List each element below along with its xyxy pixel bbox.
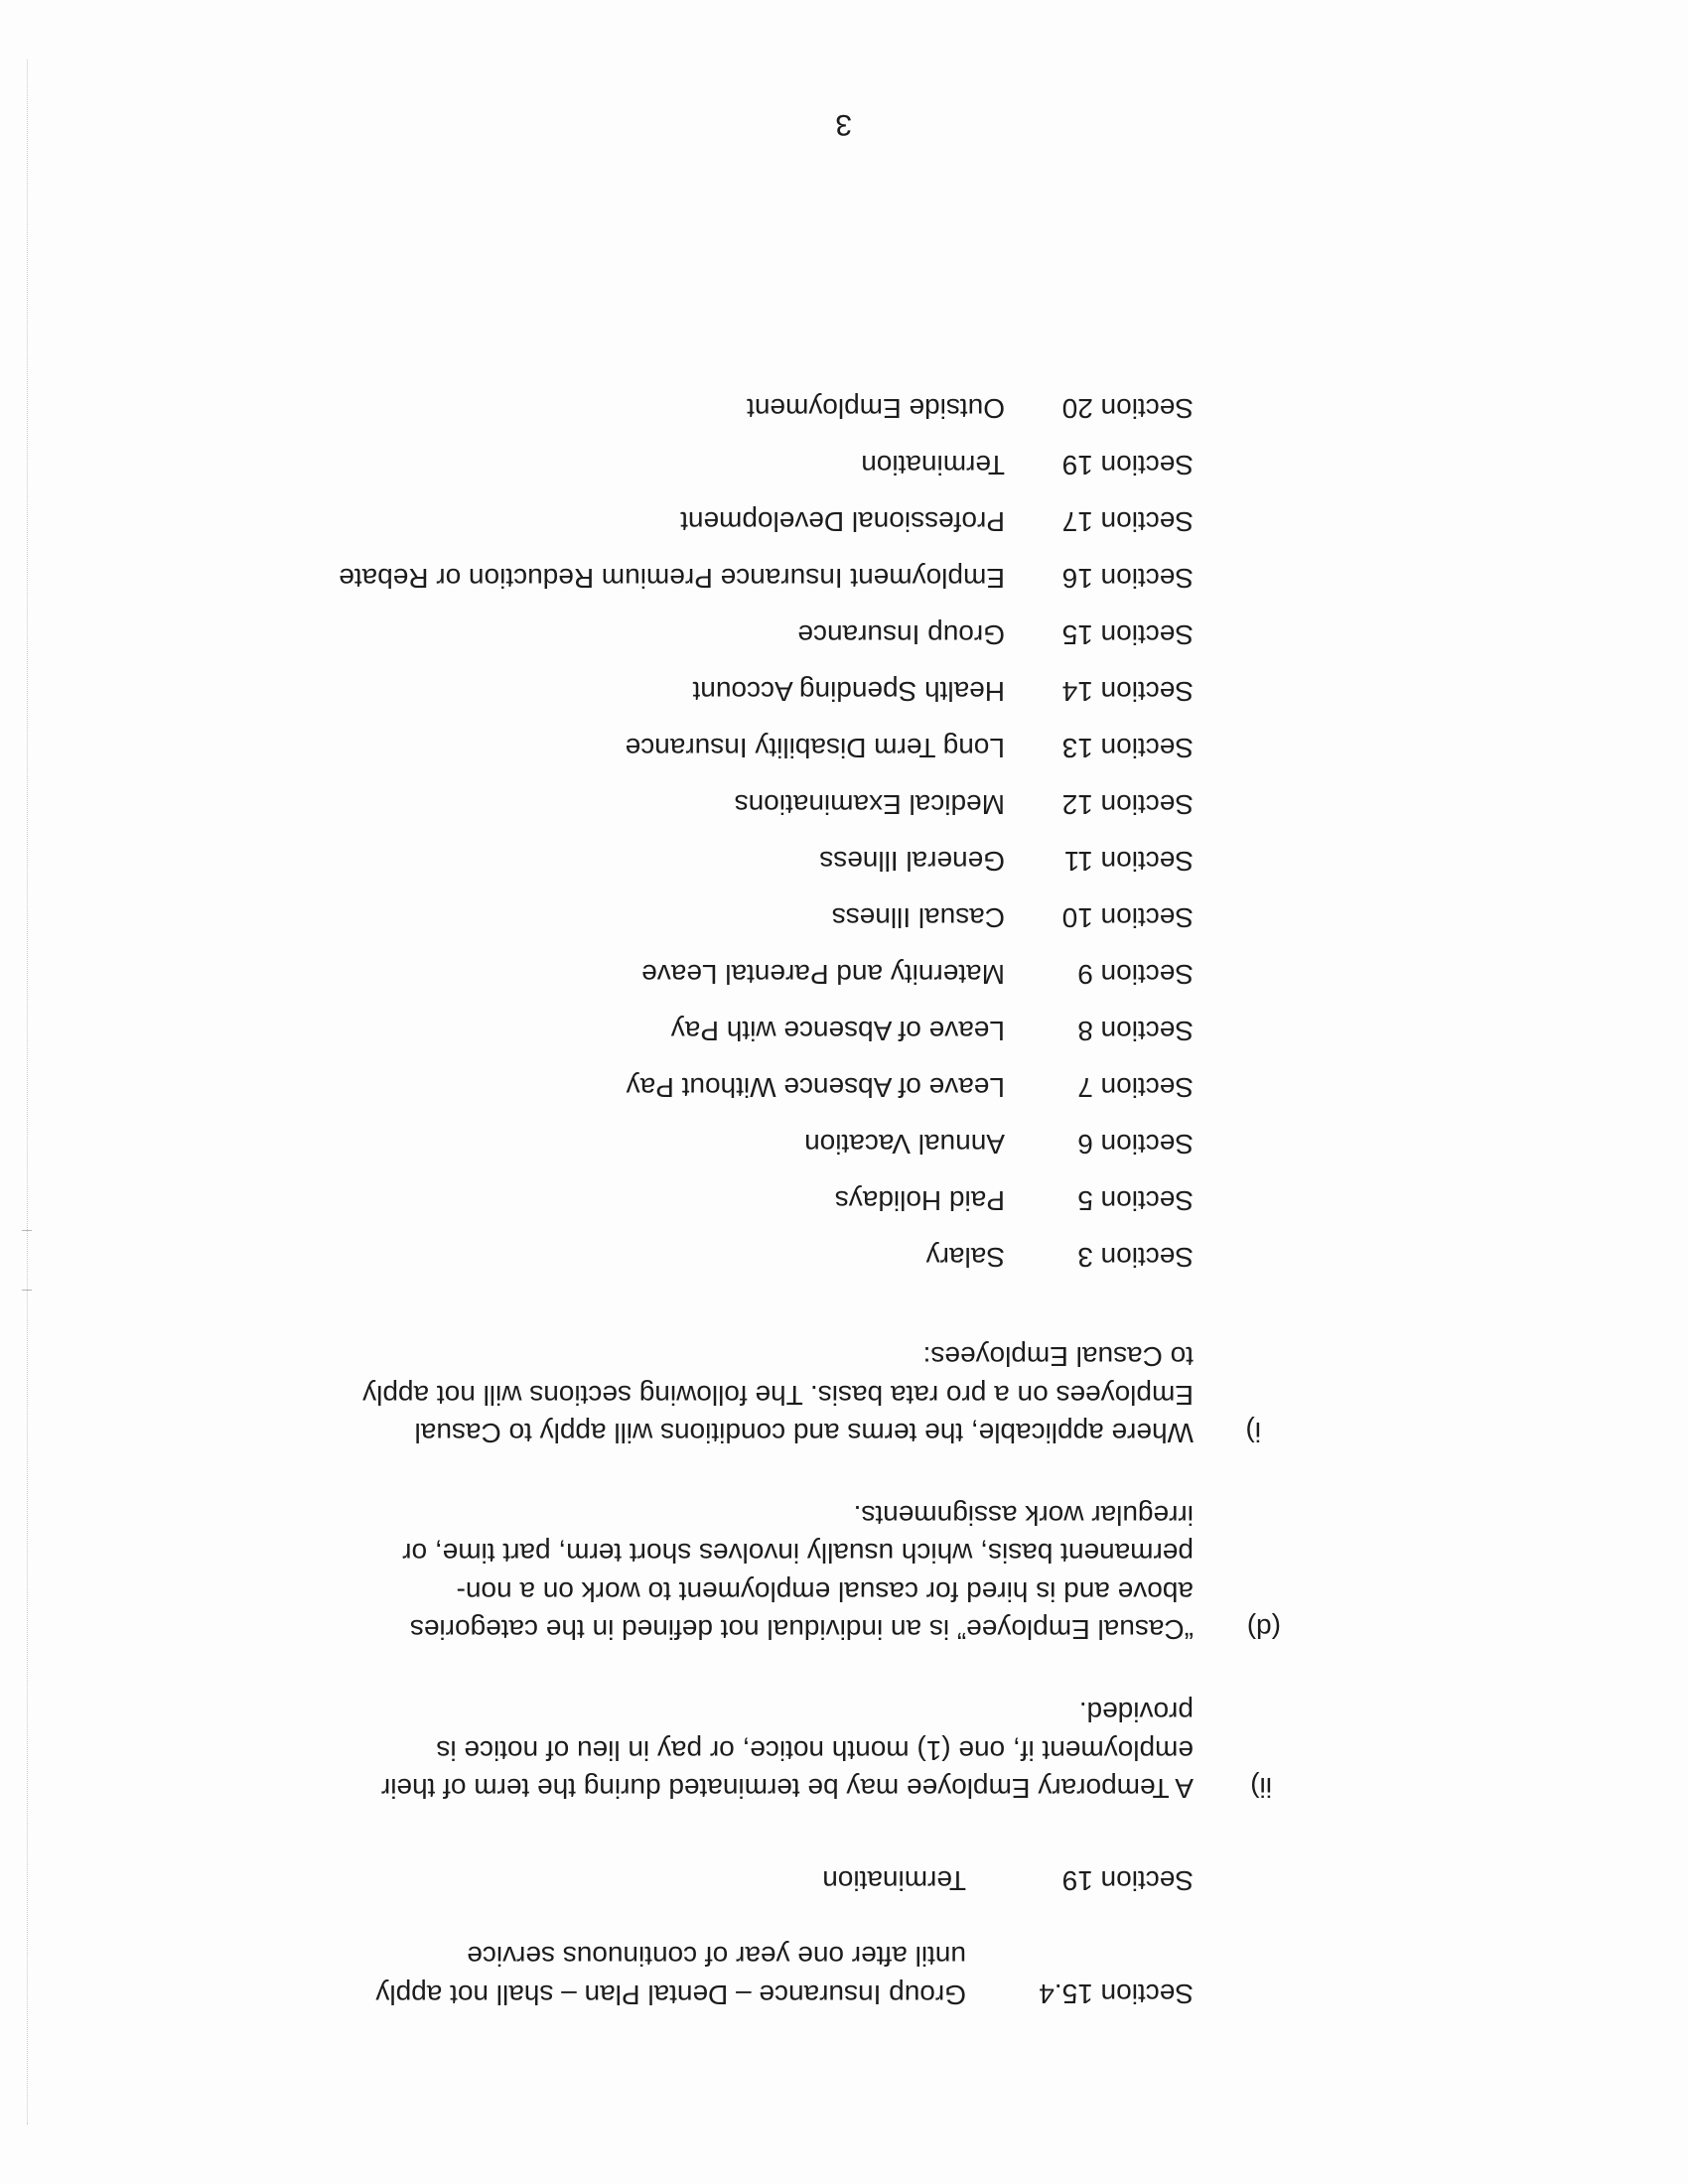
- item-d-line-4: irregular work assignments.: [853, 1500, 1194, 1531]
- section-19-name: Termination: [822, 1865, 966, 1896]
- item-d-line-1: “Casual Employee” is an individual not defined in the categories: [409, 1614, 1194, 1645]
- section-name: Leave of Absence Without Pay: [626, 1072, 1005, 1103]
- scan-edge-tick: [22, 1290, 32, 1291]
- section-name: Outside Employment: [747, 393, 1005, 424]
- scan-edge-tick: [22, 1230, 32, 1231]
- item-i-label: i): [1245, 1417, 1261, 1447]
- item-i-line-1: Where applicable, the terms and conditions will apply to Casual: [414, 1418, 1194, 1448]
- item-i-line-3: to Casual Employees:: [922, 1341, 1194, 1372]
- section-number: Section 11: [1063, 846, 1194, 877]
- section-name: Long Term Disability Insurance: [625, 733, 1005, 763]
- item-d-line-3: permanent basis, which usually involves short term, part time, or: [402, 1538, 1194, 1569]
- section-number: Section 17: [1061, 506, 1194, 537]
- section-number: Section 14: [1061, 676, 1194, 707]
- section-name: General Illness: [819, 846, 1005, 877]
- section-number: Section 9: [1077, 959, 1194, 990]
- section-name: Employment Insurance Premium Reduction or Rebate: [339, 563, 1005, 594]
- section-number: Section 12: [1061, 789, 1194, 820]
- item-d-line-2: above and is hired for casual employment to work on a non-: [456, 1576, 1194, 1607]
- section-number: Section 6: [1077, 1129, 1194, 1160]
- section-number: Section 7: [1077, 1072, 1194, 1103]
- section-name: Salary: [925, 1242, 1005, 1273]
- section-number: Section 3: [1077, 1242, 1194, 1273]
- item-ii-line-1: A Temporary Employee may be terminated during the term of their: [380, 1773, 1194, 1804]
- section-name: Medical Examinations: [734, 789, 1005, 820]
- item-d-label: (d): [1246, 1613, 1281, 1644]
- item-ii-line-2: employment if, one (1) month notice, or pay in lieu of notice is: [436, 1735, 1194, 1766]
- section-15-4-number: Section 15.4: [1039, 1979, 1194, 2009]
- section-name: Termination: [861, 450, 1005, 480]
- section-name: Leave of Absence with Pay: [670, 1016, 1005, 1046]
- section-number: Section 13: [1061, 733, 1194, 763]
- section-15-4-line-2: until after one year of continuous service: [467, 1941, 966, 1972]
- section-name: Professional Development: [680, 506, 1005, 537]
- section-name: Paid Holidays: [834, 1185, 1005, 1216]
- section-number: Section 20: [1061, 393, 1194, 424]
- item-ii-line-3: provided.: [1078, 1697, 1194, 1727]
- item-i-line-2: Employees on a pro rata basis. The following sections will not apply: [362, 1380, 1194, 1411]
- page-number: 3: [835, 108, 852, 141]
- section-number: Section 16: [1061, 563, 1194, 594]
- section-name: Health Spending Account: [692, 676, 1005, 707]
- section-number: Section 8: [1077, 1016, 1194, 1046]
- section-name: Maternity and Parental Leave: [641, 959, 1005, 990]
- section-number: Section 19: [1061, 450, 1194, 480]
- section-name: Annual Vacation: [804, 1129, 1005, 1160]
- section-19-number: Section 19: [1061, 1865, 1194, 1896]
- section-number: Section 15: [1061, 619, 1194, 650]
- section-name: Casual Illness: [831, 902, 1005, 933]
- section-number: Section 5: [1077, 1185, 1194, 1216]
- section-15-4-line-1: Group Insurance – Dental Plan – shall not apply: [375, 1979, 966, 2010]
- section-number: Section 10: [1061, 902, 1194, 933]
- scan-edge-line: [25, 60, 28, 2124]
- item-ii-label: ii): [1250, 1772, 1272, 1803]
- section-name: Group Insurance: [797, 619, 1005, 650]
